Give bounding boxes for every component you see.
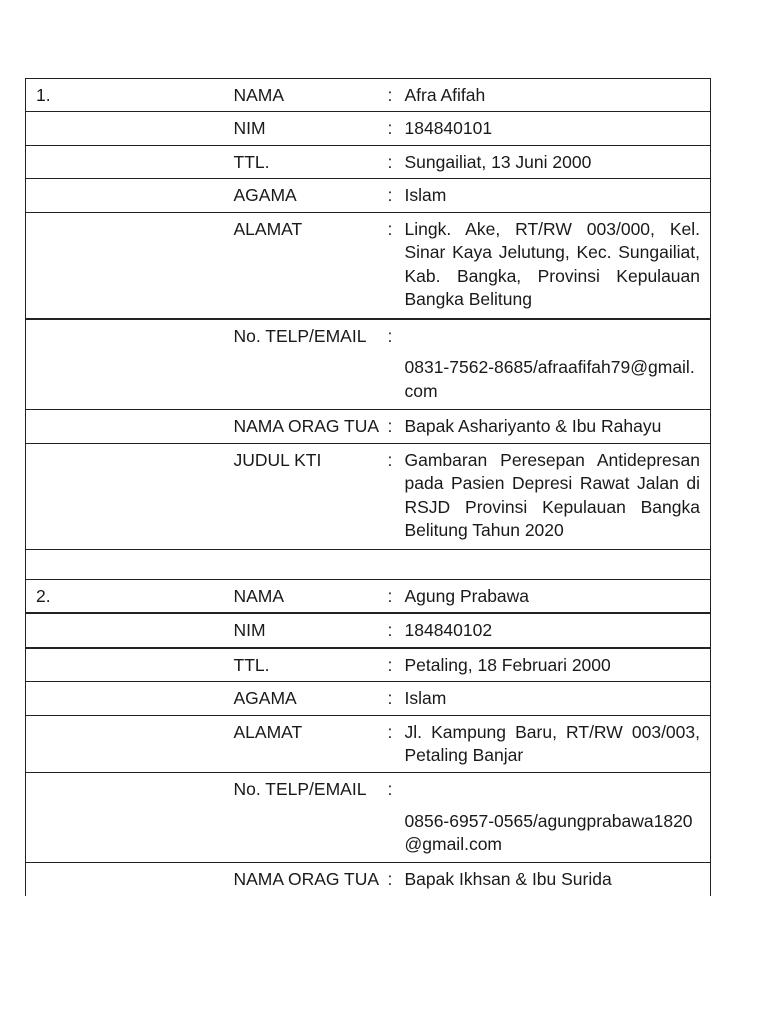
field-label: ALAMAT [224,715,388,773]
table-row [26,613,711,648]
table-row [26,79,711,112]
field-colon: : [388,648,405,682]
empty-cell [26,613,224,648]
field-colon: : [388,145,405,178]
field-colon: : [388,212,405,319]
field-colon: : [388,112,405,145]
table-row [26,145,711,178]
empty-cell [26,682,224,715]
field-label: NAMA [224,579,388,613]
empty-cell [26,443,224,549]
field-value-wrap [405,319,711,410]
field-label: NAMA ORAG TUA [224,863,388,897]
empty-cell [26,773,224,863]
field-label: ALAMAT [224,212,388,319]
field-value: Jl. Kampung Baru, RT/RW 003/003, Petaling Banjar [405,715,711,773]
table-row [26,579,711,613]
field-value: Lingk. Ake, RT/RW 003/000, Kel. Sinar Kaya Jelutung, Kec. Sungailiat, Kab. Bangka, Provinsi Kepulauan Bangka Belitung [405,212,711,319]
empty-cell [26,410,224,443]
empty-cell [26,863,224,897]
field-value: Islam [405,682,711,715]
field-value: Sungailiat, 13 Juni 2000 [405,145,711,178]
table-row [26,863,711,897]
field-colon: : [388,579,405,613]
empty-cell [26,715,224,773]
field-colon: : [388,443,405,549]
record-number: 2. [26,579,224,613]
table-row [26,443,711,549]
field-label: JUDUL KTI [224,443,388,549]
table-row [26,410,711,443]
field-colon: : [388,773,405,863]
field-colon: : [388,863,405,897]
table-row [26,648,711,682]
field-colon: : [388,715,405,773]
field-colon: : [388,613,405,648]
field-value: 0831-7562-8685/afraafifah79@gmail.com [404,357,695,401]
field-label: TTL. [224,648,388,682]
field-label: AGAMA [224,682,388,715]
field-value: Bapak Ikhsan & Ibu Surida [405,863,711,897]
field-value: Bapak Ashariyanto & Ibu Rahayu [405,410,711,443]
table-row [26,112,711,145]
field-value-wrap [405,773,711,863]
student-data-table [25,78,711,898]
empty-cell [26,319,224,410]
field-label: NAMA [224,79,388,112]
record-number: 1. [26,79,224,112]
table-row [26,319,711,410]
field-colon: : [388,319,405,410]
table-row [26,212,711,319]
field-label: NIM [224,112,388,145]
field-value: Gambaran Peresepan Antidepresan pada Pasien Depresi Rawat Jalan di RSJD Provinsi Kepulauan Bangka Belitung Tahun 2020 [405,443,711,549]
empty-cell [26,648,224,682]
field-label: AGAMA [224,179,388,212]
field-colon: : [388,79,405,112]
table-row [26,715,711,773]
field-value: Petaling, 18 Februari 2000 [405,648,711,682]
field-label: NIM [224,613,388,648]
empty-cell [26,212,224,319]
field-value: 184840101 [405,112,711,145]
field-colon: : [388,179,405,212]
field-label: NAMA ORAG TUA [224,410,388,443]
spacer-row [26,549,711,579]
field-label: No. TELP/EMAIL [224,319,388,410]
field-label: TTL. [224,145,388,178]
empty-cell [26,112,224,145]
empty-cell [26,549,711,579]
table-row [26,773,711,863]
empty-cell [26,179,224,212]
table-row [26,179,711,212]
empty-cell [26,145,224,178]
field-value: Afra Afifah [405,79,711,112]
table-row [26,682,711,715]
field-label: No. TELP/EMAIL [224,773,388,863]
field-colon: : [388,682,405,715]
field-value: 184840102 [405,613,711,648]
field-value: 0856-6957-0565/agungprabawa1820@gmail.com [404,810,693,855]
field-colon: : [388,410,405,443]
field-value: Agung Prabawa [405,579,711,613]
field-value: Islam [405,179,711,212]
